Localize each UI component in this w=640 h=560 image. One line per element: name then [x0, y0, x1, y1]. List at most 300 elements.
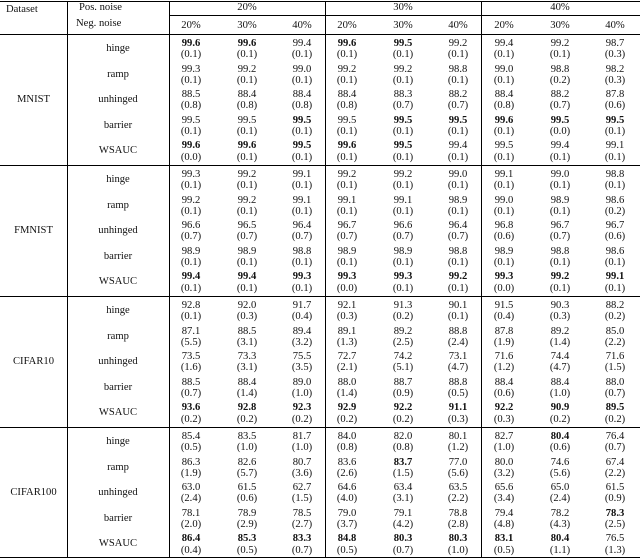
- cell-std: (5.7): [236, 467, 258, 479]
- cell-std: (0.1): [447, 49, 469, 61]
- cell-std: (3.1): [392, 493, 414, 505]
- neg-noise-col-1: 20%: [181, 20, 201, 31]
- table-cell: [605, 115, 625, 137]
- table-cell: [237, 64, 257, 86]
- table-cell: [494, 351, 514, 373]
- cell-std: (0.7): [604, 442, 626, 454]
- cell-std: (0.1): [180, 74, 202, 86]
- cell-mean: 79.4: [494, 507, 514, 519]
- method-label: ramp: [107, 330, 129, 342]
- cell-std: (0.4): [180, 544, 202, 556]
- cell-mean: 85.0: [605, 325, 625, 337]
- method-label: ramp: [107, 68, 129, 80]
- table-cell: [550, 457, 570, 479]
- table-cell: [337, 64, 357, 86]
- cell-mean: 92.3: [292, 402, 312, 414]
- table-cell: [448, 220, 468, 242]
- table-cell: [448, 377, 468, 399]
- cell-mean: 98.9: [550, 194, 570, 206]
- cell-mean: 99.4: [448, 140, 468, 152]
- method-label: WSAUC: [98, 407, 138, 419]
- cell-std: (0.3): [493, 413, 515, 425]
- cell-std: (0.1): [392, 49, 414, 61]
- cell-std: (2.4): [180, 493, 202, 505]
- cell-std: (3.2): [493, 467, 515, 479]
- cell-std: (0.1): [236, 205, 258, 217]
- cell-std: (2.5): [392, 336, 414, 348]
- cell-mean: 96.7: [605, 220, 625, 232]
- table-cell: [237, 246, 257, 268]
- table-cell: [181, 533, 201, 555]
- cell-std: (3.4): [493, 493, 515, 505]
- table-cell: [393, 64, 413, 86]
- table-cell: [550, 351, 570, 373]
- cell-std: (3.1): [236, 336, 258, 348]
- cell-mean: 99.2: [448, 38, 468, 49]
- cell-mean: 78.2: [550, 507, 570, 519]
- neg-noise-col-8: 30%: [550, 20, 570, 31]
- cell-std: (3.6): [291, 467, 313, 479]
- cell-mean: 99.1: [393, 194, 413, 206]
- cell-std: (0.1): [236, 151, 258, 163]
- header-midrule-posnoise: [170, 15, 640, 16]
- cell-std: (0.3): [447, 413, 469, 425]
- cell-mean: 99.5: [181, 114, 201, 126]
- cell-mean: 98.8: [292, 245, 312, 257]
- cell-std: (1.0): [291, 388, 313, 399]
- table-cell: [494, 195, 514, 217]
- cell-std: (0.1): [180, 257, 202, 268]
- cell-std: (0.1): [447, 257, 469, 268]
- cell-std: (0.5): [236, 544, 258, 556]
- cell-std: (2.0): [180, 519, 202, 530]
- cell-std: (0.2): [336, 413, 358, 425]
- table-cell: [550, 533, 570, 555]
- cell-std: (0.1): [336, 257, 358, 268]
- cell-mean: 80.7: [292, 456, 312, 468]
- table-cell: [181, 38, 201, 60]
- table-cell: [292, 140, 312, 162]
- cell-std: (1.6): [180, 362, 202, 374]
- cell-std: (0.3): [336, 311, 358, 323]
- table-cell: [605, 457, 625, 479]
- cell-mean: 98.2: [605, 63, 625, 75]
- dataset-label: CIFAR10: [12, 356, 54, 368]
- table-cell: [494, 431, 514, 453]
- table-cell: [292, 169, 312, 191]
- cell-std: (5.5): [180, 336, 202, 348]
- table-cell: [181, 64, 201, 86]
- cell-std: (0.5): [447, 388, 469, 399]
- table-cell: [393, 402, 413, 424]
- table-cell: [550, 64, 570, 86]
- table-cell: [237, 38, 257, 60]
- cell-std: (1.4): [236, 388, 258, 399]
- cell-mean: 83.1: [494, 533, 514, 545]
- cell-std: (4.3): [549, 519, 571, 530]
- cell-mean: 99.5: [550, 114, 570, 126]
- cell-std: (4.2): [392, 519, 414, 530]
- cell-mean: 99.2: [237, 63, 257, 75]
- pos-noise-header: Pos. noise: [79, 2, 122, 13]
- table-cell: [292, 271, 312, 293]
- cell-mean: 99.1: [605, 140, 625, 152]
- method-label: barrier: [103, 381, 133, 393]
- cell-mean: 89.0: [292, 376, 312, 388]
- table-cell: [337, 89, 357, 111]
- cell-std: (0.1): [392, 180, 414, 192]
- cell-mean: 73.3: [237, 351, 257, 363]
- table-cell: [550, 482, 570, 504]
- cell-mean: 88.7: [393, 376, 413, 388]
- dataset-label: CIFAR100: [10, 487, 57, 499]
- cell-mean: 99.4: [181, 271, 201, 283]
- cell-std: (5.1): [392, 362, 414, 374]
- neg-noise-col-5: 30%: [393, 20, 413, 31]
- table-cell: [181, 457, 201, 479]
- cell-std: (1.3): [336, 336, 358, 348]
- cell-std: (0.2): [236, 413, 258, 425]
- cell-mean: 99.5: [393, 114, 413, 126]
- neg-noise-col-2: 30%: [237, 20, 257, 31]
- cell-std: (0.1): [336, 151, 358, 163]
- cell-mean: 99.4: [494, 38, 514, 49]
- cell-std: (0.1): [180, 180, 202, 192]
- table-cell: [237, 220, 257, 242]
- cell-mean: 67.4: [605, 456, 625, 468]
- cell-mean: 76.5: [605, 533, 625, 545]
- cell-mean: 88.4: [337, 89, 357, 101]
- table-cell: [337, 482, 357, 504]
- cell-mean: 99.5: [494, 140, 514, 152]
- table-cell: [393, 195, 413, 217]
- method-label: unhinged: [98, 487, 138, 499]
- cell-mean: 99.1: [292, 169, 312, 180]
- cell-std: (0.1): [604, 180, 626, 192]
- table-cell: [494, 246, 514, 268]
- table-cell: [181, 89, 201, 111]
- cell-mean: 88.4: [550, 376, 570, 388]
- cell-std: (0.1): [493, 257, 515, 268]
- cell-mean: 87.8: [605, 89, 625, 101]
- table-cell: [494, 38, 514, 60]
- cell-mean: 85.4: [181, 431, 201, 442]
- cell-mean: 92.8: [181, 300, 201, 311]
- cell-mean: 98.7: [605, 38, 625, 49]
- cell-std: (0.6): [493, 388, 515, 399]
- cell-std: (0.1): [236, 49, 258, 61]
- cell-std: (0.1): [447, 180, 469, 192]
- cell-std: (0.6): [604, 100, 626, 112]
- cell-std: (2.2): [447, 493, 469, 505]
- table-cell: [237, 115, 257, 137]
- method-label: hinge: [106, 436, 130, 447]
- cell-mean: 89.2: [550, 325, 570, 337]
- table-cell: [605, 195, 625, 217]
- cell-std: (0.1): [604, 282, 626, 294]
- table-cell: [181, 508, 201, 530]
- cell-mean: 99.1: [292, 194, 312, 206]
- cell-mean: 99.5: [393, 140, 413, 152]
- table-cell: [292, 89, 312, 111]
- cell-std: (0.0): [549, 126, 571, 137]
- table-cell: [181, 169, 201, 191]
- method-label: unhinged: [98, 356, 138, 368]
- cell-mean: 61.5: [605, 482, 625, 494]
- table-cell: [292, 246, 312, 268]
- cell-mean: 99.5: [605, 114, 625, 126]
- table-cell: [292, 195, 312, 217]
- table-cell: [237, 377, 257, 399]
- cell-std: (0.9): [392, 388, 414, 399]
- cell-mean: 71.6: [605, 351, 625, 363]
- table-cell: [494, 89, 514, 111]
- group-separator-2: [0, 296, 640, 297]
- table-cell: [448, 351, 468, 373]
- cell-std: (2.2): [604, 467, 626, 479]
- table-cell: [448, 271, 468, 293]
- table-cell: [181, 431, 201, 453]
- cell-mean: 83.5: [237, 431, 257, 442]
- cell-mean: 80.4: [550, 533, 570, 545]
- table-cell: [494, 457, 514, 479]
- cell-mean: 99.6: [237, 140, 257, 152]
- table-cell: [448, 89, 468, 111]
- table-cell: [337, 402, 357, 424]
- table-cell: [237, 195, 257, 217]
- cell-mean: 92.2: [393, 402, 413, 414]
- cell-std: (0.1): [447, 74, 469, 86]
- cell-std: (0.7): [291, 544, 313, 556]
- cell-std: (0.0): [180, 151, 202, 163]
- cell-mean: 88.2: [550, 89, 570, 101]
- cell-mean: 99.5: [292, 140, 312, 152]
- cell-std: (0.1): [392, 282, 414, 294]
- cell-std: (0.1): [493, 126, 515, 137]
- cell-std: (0.1): [291, 282, 313, 294]
- cell-std: (0.1): [291, 205, 313, 217]
- neg-noise-header: Neg. noise: [76, 18, 122, 29]
- cell-std: (0.1): [493, 74, 515, 86]
- table-cell: [494, 482, 514, 504]
- cell-mean: 99.6: [337, 38, 357, 49]
- table-cell: [292, 431, 312, 453]
- table-cell: [448, 457, 468, 479]
- cell-mean: 92.2: [494, 402, 514, 414]
- cell-mean: 80.0: [494, 456, 514, 468]
- table-cell: [292, 377, 312, 399]
- dataset-label: FMNIST: [14, 225, 53, 237]
- cell-std: (1.2): [493, 362, 515, 374]
- cell-std: (1.9): [493, 336, 515, 348]
- table-cell: [292, 300, 312, 322]
- table-cell: [181, 140, 201, 162]
- table-cell: [550, 140, 570, 162]
- cell-std: (0.1): [336, 205, 358, 217]
- cell-mean: 99.0: [494, 194, 514, 206]
- cell-std: (0.8): [291, 100, 313, 112]
- cell-mean: 99.2: [448, 271, 468, 283]
- cell-mean: 65.6: [494, 482, 514, 494]
- cell-std: (0.1): [236, 257, 258, 268]
- cell-mean: 92.9: [337, 402, 357, 414]
- cell-std: (3.2): [291, 336, 313, 348]
- table-cell: [448, 533, 468, 555]
- cell-mean: 98.9: [393, 245, 413, 257]
- cell-mean: 88.4: [494, 89, 514, 101]
- cell-mean: 82.0: [393, 431, 413, 442]
- table-cell: [494, 169, 514, 191]
- cell-mean: 88.0: [605, 376, 625, 388]
- vrule-pos30: [481, 1, 482, 558]
- table-cell: [181, 195, 201, 217]
- cell-mean: 99.1: [337, 194, 357, 206]
- cell-mean: 86.4: [181, 533, 201, 545]
- table-cell: [448, 115, 468, 137]
- table-cell: [337, 195, 357, 217]
- cell-std: (0.1): [447, 151, 469, 163]
- cell-std: (0.2): [291, 413, 313, 425]
- cell-mean: 99.6: [494, 114, 514, 126]
- cell-mean: 88.2: [448, 89, 468, 101]
- cell-std: (2.6): [336, 467, 358, 479]
- cell-std: (0.1): [336, 180, 358, 192]
- cell-std: (5.6): [549, 467, 571, 479]
- cell-std: (0.1): [180, 205, 202, 217]
- cell-mean: 99.0: [448, 169, 468, 180]
- cell-std: (0.6): [493, 231, 515, 243]
- cell-mean: 74.6: [550, 456, 570, 468]
- cell-mean: 74.2: [393, 351, 413, 363]
- cell-mean: 80.3: [393, 533, 413, 545]
- cell-std: (1.1): [549, 544, 571, 556]
- cell-std: (0.1): [604, 257, 626, 268]
- cell-mean: 98.6: [605, 245, 625, 257]
- table-cell: [237, 457, 257, 479]
- table-cell: [605, 220, 625, 242]
- cell-mean: 85.3: [237, 533, 257, 545]
- cell-mean: 89.2: [393, 325, 413, 337]
- table-cell: [181, 300, 201, 322]
- table-cell: [237, 482, 257, 504]
- table-cell: [448, 300, 468, 322]
- cell-std: (0.1): [549, 282, 571, 294]
- table-cell: [393, 38, 413, 60]
- cell-mean: 91.7: [292, 300, 312, 311]
- cell-mean: 99.4: [292, 38, 312, 49]
- cell-mean: 99.3: [181, 63, 201, 75]
- cell-mean: 72.7: [337, 351, 357, 363]
- table-cell: [605, 351, 625, 373]
- cell-std: (2.2): [604, 336, 626, 348]
- table-cell: [393, 140, 413, 162]
- cell-mean: 88.5: [237, 325, 257, 337]
- table-cell: [494, 508, 514, 530]
- cell-std: (0.7): [180, 231, 202, 243]
- table-cell: [337, 351, 357, 373]
- table-cell: [337, 115, 357, 137]
- neg-noise-col-6: 40%: [448, 20, 468, 31]
- cell-std: (0.1): [493, 205, 515, 217]
- cell-mean: 99.2: [237, 169, 257, 180]
- cell-mean: 83.3: [292, 533, 312, 545]
- table-cell: [181, 482, 201, 504]
- cell-std: (2.4): [447, 336, 469, 348]
- table-cell: [292, 115, 312, 137]
- cell-mean: 99.5: [337, 114, 357, 126]
- table-cell: [550, 271, 570, 293]
- cell-std: (1.4): [336, 388, 358, 399]
- table-cell: [448, 169, 468, 191]
- cell-std: (0.7): [392, 544, 414, 556]
- cell-mean: 99.5: [393, 38, 413, 49]
- cell-std: (0.2): [549, 413, 571, 425]
- cell-std: (0.1): [549, 49, 571, 61]
- cell-mean: 73.5: [181, 351, 201, 363]
- table-cell: [237, 351, 257, 373]
- table-cell: [393, 377, 413, 399]
- cell-mean: 88.8: [448, 376, 468, 388]
- cell-mean: 65.0: [550, 482, 570, 494]
- table-cell: [494, 377, 514, 399]
- table-cell: [292, 508, 312, 530]
- cell-mean: 98.9: [494, 245, 514, 257]
- cell-mean: 99.2: [181, 194, 201, 206]
- table-cell: [393, 89, 413, 111]
- table-cell: [292, 402, 312, 424]
- cell-std: (0.0): [493, 282, 515, 294]
- cell-mean: 90.3: [550, 300, 570, 311]
- table-cell: [448, 402, 468, 424]
- cell-mean: 98.8: [550, 63, 570, 75]
- cell-mean: 78.5: [292, 507, 312, 519]
- cell-mean: 98.8: [605, 169, 625, 180]
- cell-std: (0.1): [493, 49, 515, 61]
- cell-std: (0.6): [604, 231, 626, 243]
- method-label: unhinged: [98, 94, 138, 106]
- cell-mean: 88.4: [292, 89, 312, 101]
- method-label: WSAUC: [98, 145, 138, 157]
- cell-std: (0.1): [493, 180, 515, 192]
- cell-mean: 63.4: [393, 482, 413, 494]
- table-cell: [393, 169, 413, 191]
- cell-mean: 99.0: [550, 169, 570, 180]
- cell-mean: 80.4: [550, 431, 570, 442]
- cell-std: (0.2): [604, 413, 626, 425]
- table-cell: [181, 115, 201, 137]
- table-cell: [448, 64, 468, 86]
- cell-std: (0.5): [493, 544, 515, 556]
- table-cell: [494, 64, 514, 86]
- table-cell: [292, 482, 312, 504]
- cell-mean: 96.6: [393, 220, 413, 232]
- neg-noise-col-3: 40%: [292, 20, 312, 31]
- cell-mean: 98.8: [448, 245, 468, 257]
- cell-mean: 64.6: [337, 482, 357, 494]
- cell-std: (0.6): [236, 493, 258, 505]
- cell-mean: 88.4: [237, 89, 257, 101]
- table-cell: [337, 508, 357, 530]
- cell-mean: 83.7: [393, 456, 413, 468]
- table-cell: [605, 140, 625, 162]
- table-cell: [181, 402, 201, 424]
- table-cell: [393, 482, 413, 504]
- cell-std: (1.0): [447, 544, 469, 556]
- table-cell: [605, 246, 625, 268]
- cell-mean: 98.8: [550, 245, 570, 257]
- cell-mean: 76.4: [605, 431, 625, 442]
- cell-mean: 99.1: [605, 271, 625, 283]
